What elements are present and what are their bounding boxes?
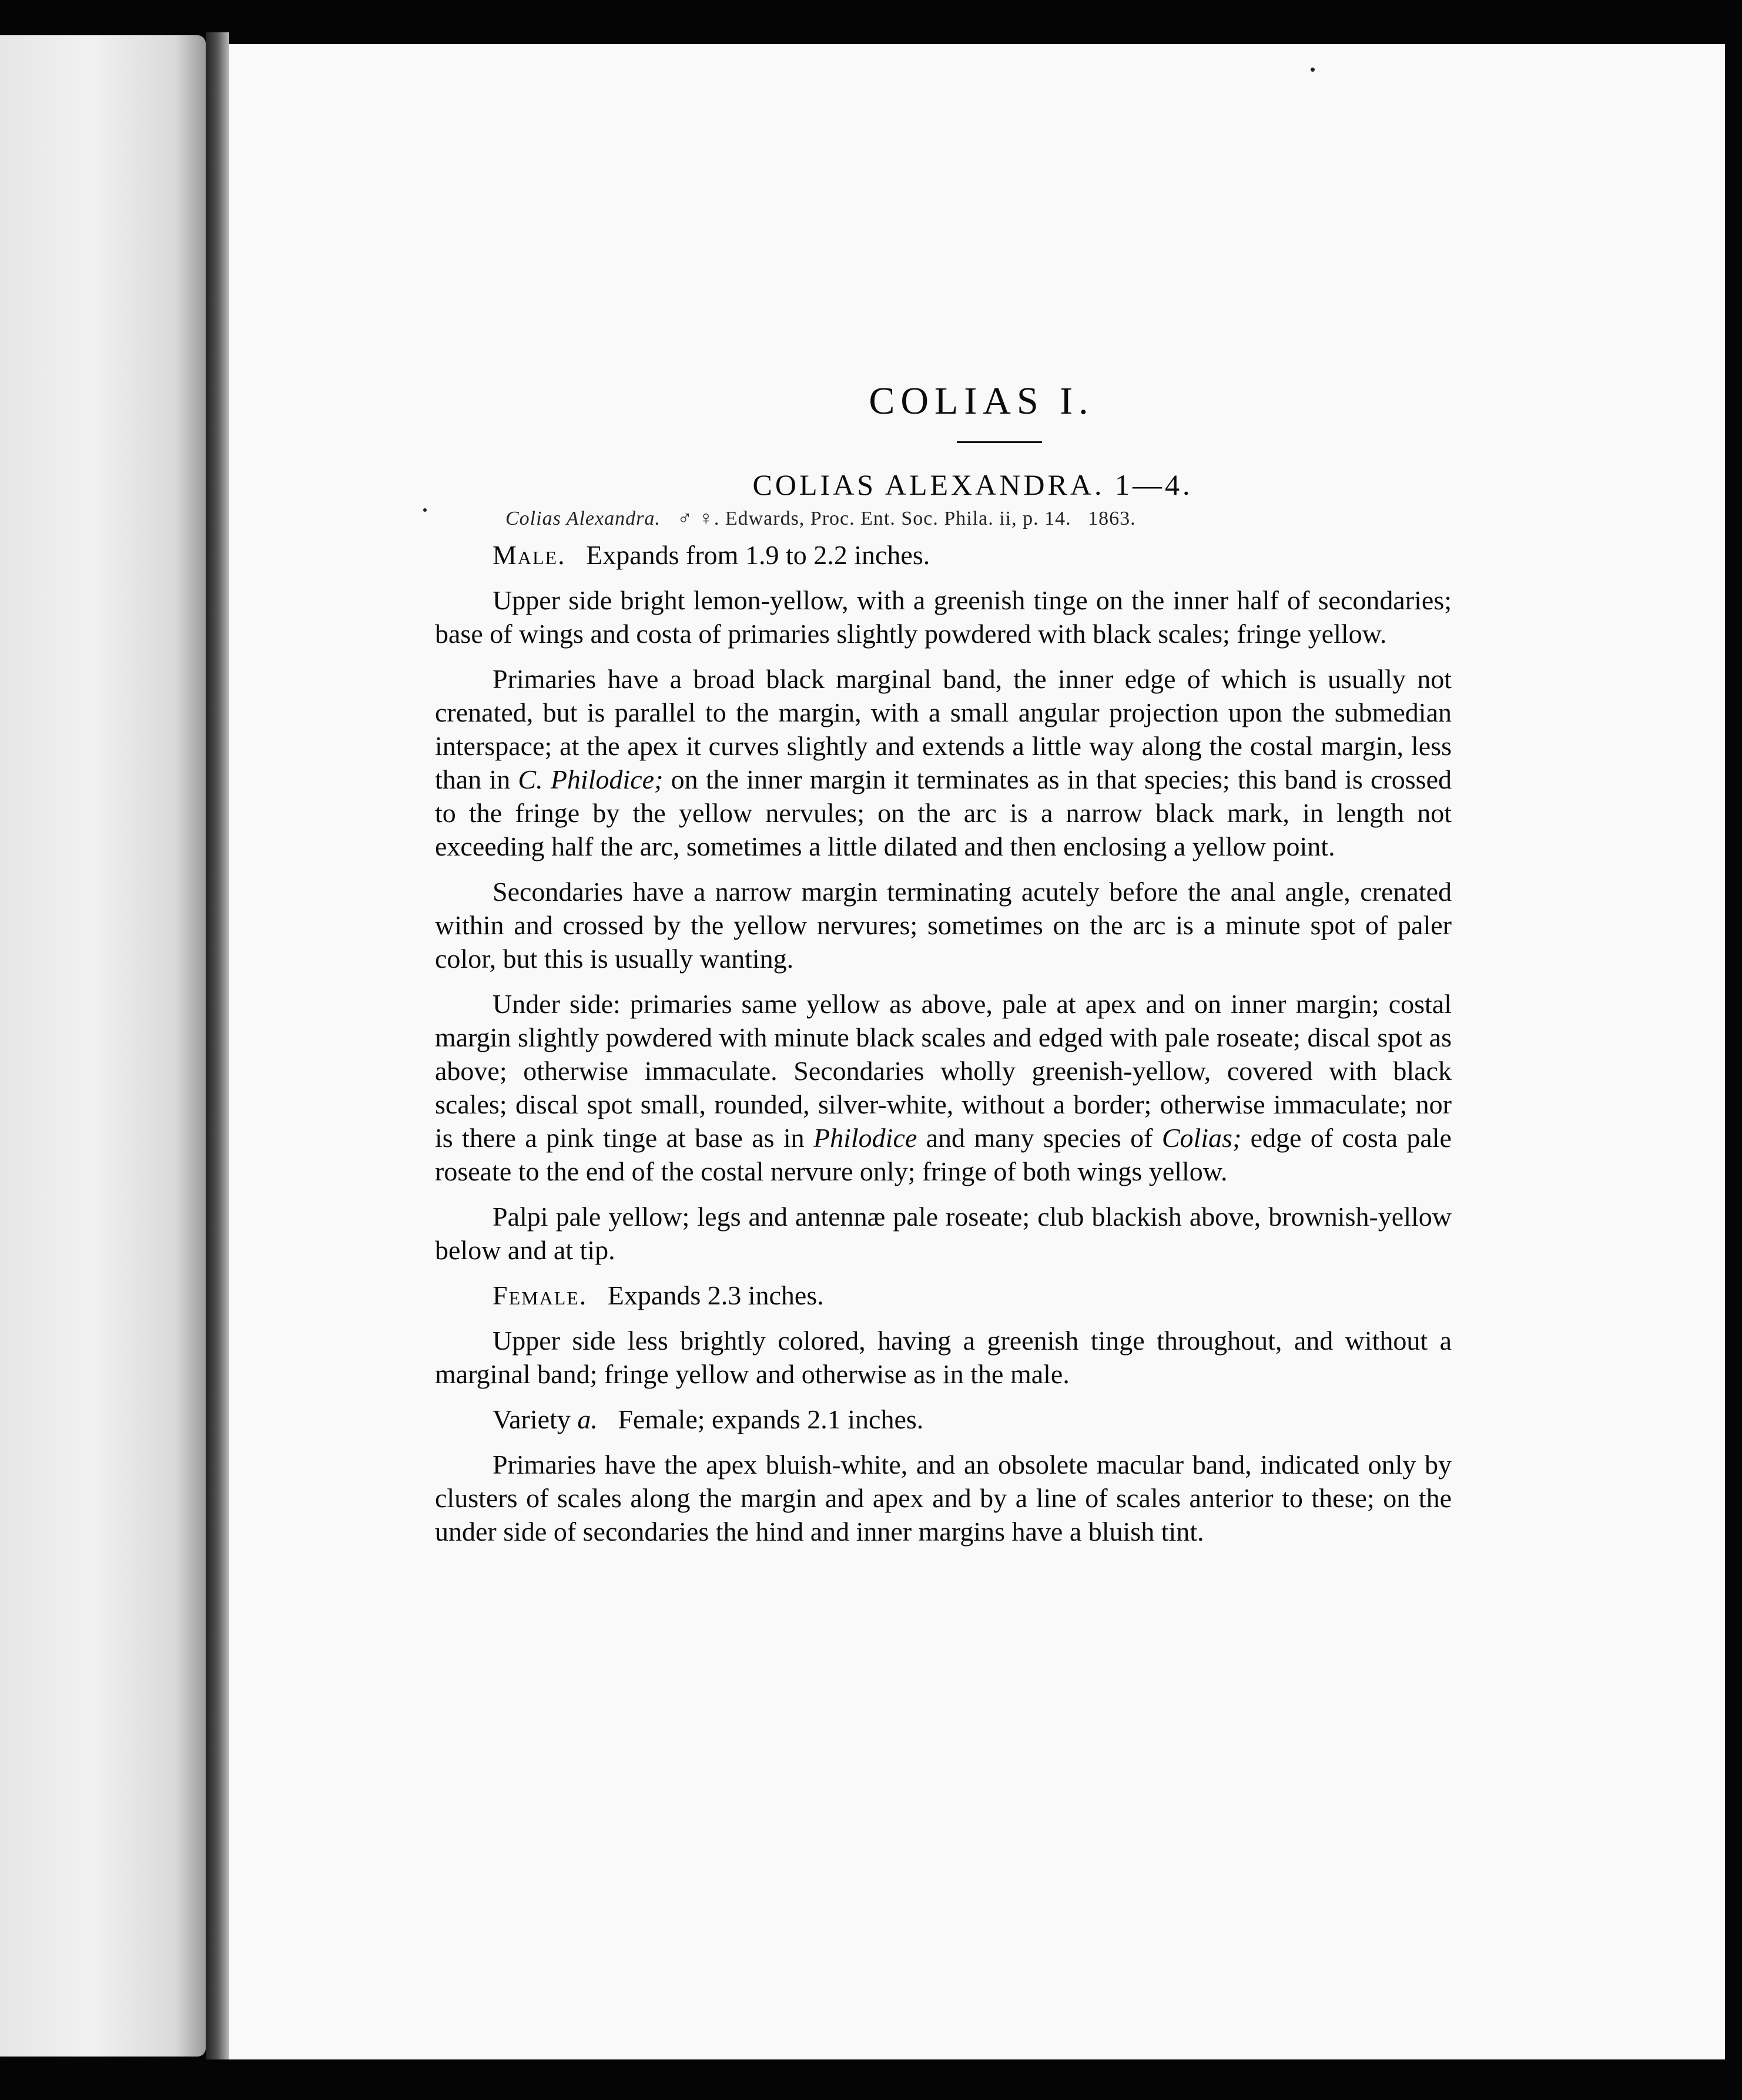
under-side-paragraph — [435, 987, 1452, 1188]
citation-line — [435, 508, 1452, 530]
title-rule — [957, 441, 1042, 443]
female-upper-paragraph: Upper side less brightly colored, having a greenish tinge throughout, and without a marginal band; fringe yellow and otherwise as in the male. — [435, 1326, 1452, 1389]
speck — [1311, 68, 1315, 72]
under-side-text-2: and many species of — [917, 1123, 1162, 1153]
secondaries-paragraph: Secondaries have a narrow margin terminating acutely before the anal angle, crenated within and crossed by the yellow nervures; sometimes on the arc is a minute spot of paler color, but this is usually wanting. — [435, 877, 1452, 974]
variety-paragraph — [435, 1403, 1452, 1436]
male-expands-paragraph — [435, 538, 1452, 572]
speck — [423, 508, 427, 512]
variety-text: Female; expands 2.1 inches. — [618, 1404, 924, 1434]
female-expands: Expands 2.3 inches. — [607, 1280, 824, 1310]
male-expands: Expands from 1.9 to 2.2 inches. — [586, 540, 930, 570]
male-label: Male. — [493, 540, 566, 570]
under-side-text-1: Under side: primaries same yellow as above, pale at apex and on inner margin; costal margin slightly powdered with minute black scales and edged with pale roseate; discal spot as above; otherwise immaculate. Secondaries wholly greenish-yellow, covered with black scales; discal spot small, rounded, silver-white, without a border; otherwise immaculate; nor is there a pink tinge at base as in — [435, 989, 1452, 1153]
primaries-text-1: Primaries have a broad black marginal band, the inner edge of which is usually not crenated, but is parallel to the margin, with a small angular projection upon the submedian interspace; at the apex it curves slightly and extends a little way along the costal margin, less than in — [435, 664, 1452, 794]
page — [229, 44, 1725, 2059]
plate-title: COLIAS I. — [869, 380, 1094, 422]
citation-sex-symbols: ♂ ♀. — [677, 508, 720, 529]
citation-reference: Edwards, Proc. Ent. Soc. Phila. ii, p. 14. — [725, 508, 1071, 529]
female-label: Female. — [493, 1280, 588, 1310]
palpi-paragraph: Palpi pale yellow; legs and antennæ pale roseate; club blackish above, brownish-yellow below and at tip. — [435, 1202, 1452, 1265]
citation-name: Colias Alexandra. — [505, 508, 661, 529]
female-expands-paragraph — [435, 1279, 1452, 1312]
under-side-italic-1: Philodice — [813, 1123, 917, 1153]
citation-year: 1863. — [1088, 508, 1136, 529]
under-side-italic-2: Colias; — [1161, 1123, 1242, 1153]
book-gutter — [206, 32, 229, 2059]
species-heading: COLIAS ALEXANDRA. 1—4. — [752, 468, 1193, 501]
left-page-edge — [0, 35, 206, 2057]
text-block — [435, 379, 1452, 1560]
variety-description-paragraph: Primaries have the apex bluish-white, and an obsolete macular band, indicated only by clusters of scales along the margin and apex and by a line of scales anterior to these; on the under side of secondaries the hind and inner margins have a bluish tint. — [435, 1450, 1452, 1547]
variety-letter: a. — [577, 1404, 598, 1434]
upper-side-paragraph: Upper side bright lemon-yellow, with a greenish tinge on the inner half of secondaries; base of wings and costa of primaries slightly powdered with black scales; fringe yellow. — [435, 585, 1452, 649]
primaries-paragraph — [435, 662, 1452, 863]
under-side-text-3: edge of costa pale roseate to the end of the costal nervure only; fringe of both wings yellow. — [435, 1123, 1452, 1186]
variety-label: Variety — [493, 1404, 571, 1434]
primaries-italic: C. Philodice; — [518, 764, 664, 794]
primaries-text-2: on the inner margin it terminates as in that species; this band is crossed to the fringe by the yellow nervules; on the arc is a narrow black mark, in length not exceeding half the arc, sometimes a little dilated and then enclosing a yellow point. — [435, 764, 1452, 861]
